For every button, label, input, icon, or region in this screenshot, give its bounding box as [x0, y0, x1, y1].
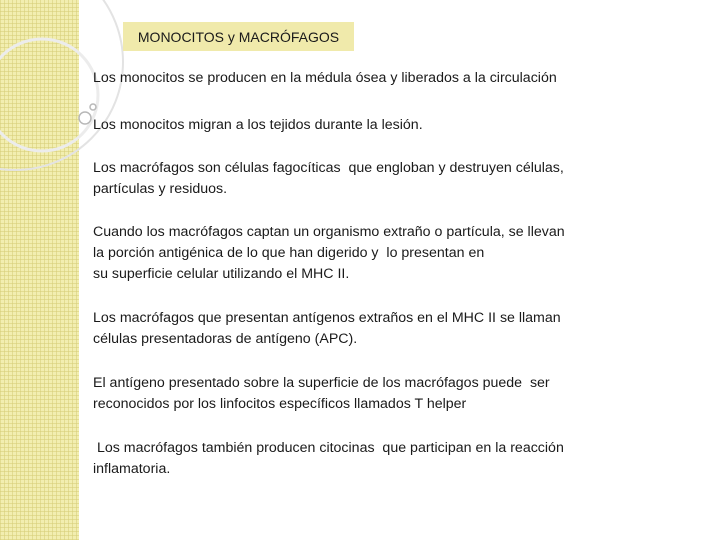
slide-title: MONOCITOS y MACRÓFAGOS [137, 28, 340, 45]
paragraph-presentacion-antigeno: Cuando los macrófagos captan un organismo extraño o partícula, se llevan la porción antigénica de lo que han digerido y lo presentan en su superficie celular utilizando el MHC II. [93, 224, 565, 282]
decorative-dot-small [90, 104, 96, 110]
paragraph-monocitos-migracion: Los monocitos migran a los tejidos durante la lesión. [93, 117, 423, 133]
paragraph-monocitos-origen: Los monocitos se producen en la médula ósea y liberados a la circulación [93, 70, 557, 86]
slide-title-box [123, 22, 354, 51]
paragraph-t-helper: El antígeno presentado sobre la superficie de los macrófagos puede ser reconocidos por los linfocitos específicos llamados T helper [93, 375, 550, 412]
paragraph-citocinas: Los macrófagos también producen citocinas que participan en la reacción inflamatoria. [93, 440, 564, 477]
decorative-dot-large [79, 112, 91, 124]
paragraph-macrofagos-fagocitosis: Los macrófagos son células fagocíticas que engloban y destruyen células, partículas y residuos. [93, 160, 564, 197]
decorative-arc-medium [0, 39, 98, 151]
paragraph-apc: Los macrófagos que presentan antígenos extraños en el MHC II se llaman células presentadoras de antígeno (APC). [93, 310, 561, 347]
